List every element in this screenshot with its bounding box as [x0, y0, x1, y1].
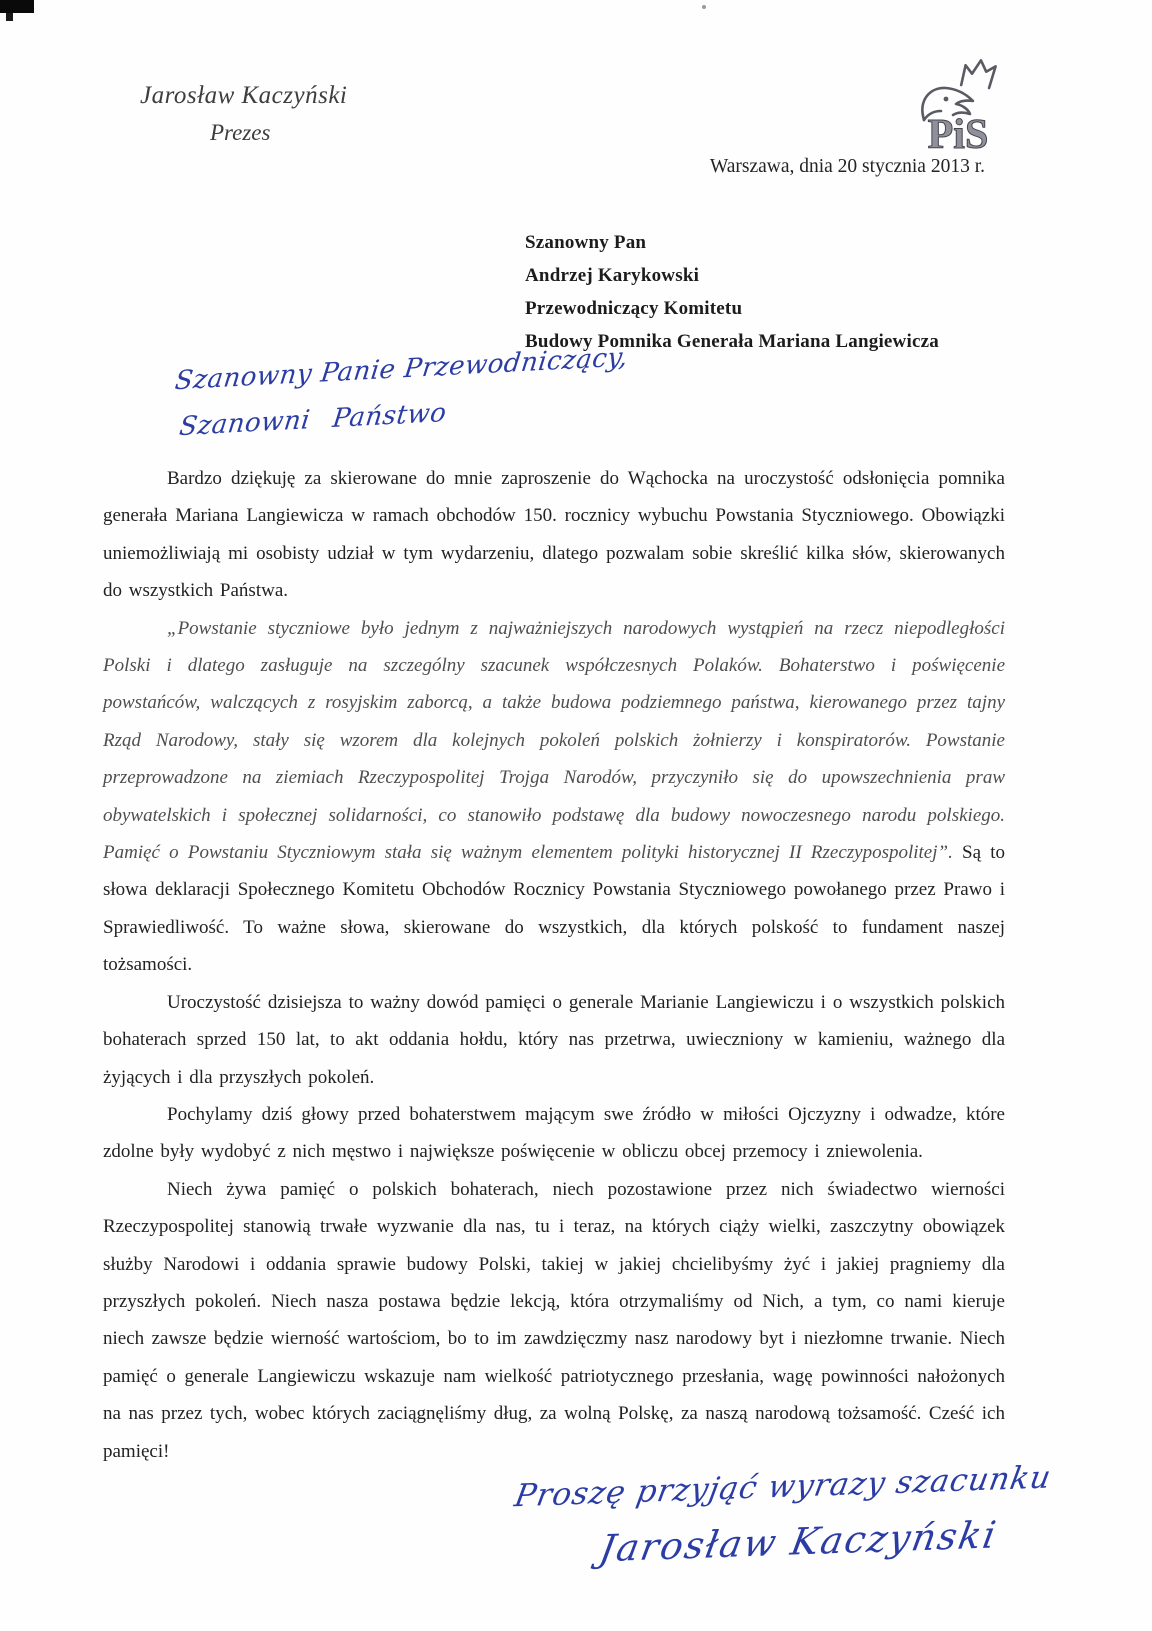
paragraph-thanks: Bardzo dziękuję za skierowane do mnie zaproszenie do Wąchocka na uroczystość odsłonięcia pomnika generała Mariana Langiewicza w ramach obchodów 150. rocznicy wybuchu Powstania Styczniowego. Obowiązki uniemożliwiają mi osobisty udział w tym wydarzeniu, dlatego pozwalam sobie skreślić kilka słów, skierowanych do wszystkich Państwa.: [103, 468, 1005, 602]
paragraph-quote: [103, 610, 1005, 984]
handwritten-closing: [500, 1449, 1056, 1580]
handwritten-greeting-line2: Szanowni Państwo: [177, 397, 449, 443]
scan-artifact-dot: [702, 5, 706, 9]
paragraph-heroism: Pochylamy dziś głowy przed bohaterstwem mającym swe źródło w miłości Ojczyzny i odwadze, które zdolne były wydobyć z nich męstwo i największe poświęcenie w obliczu obcej przemocy i zniewolenia.: [103, 1103, 1005, 1163]
sender-name: Jarosław Kaczyński: [140, 82, 348, 109]
quote-attribution: Są to słowa deklaracji Społecznego Komitetu Obchodów Rocznicy Powstania Styczniowego powołanego przez Prawo i Sprawiedliwość. To ważne słowa, skierowane do wszystkich, dla których polskość to fundament naszej tożsamości.: [103, 842, 1006, 976]
handwritten-signature: Jarosław Kaczyński: [596, 1513, 1001, 1571]
scan-artifact-corner: [0, 0, 34, 13]
pis-logo-icon: [898, 56, 1018, 156]
handwritten-greeting-line1: Szanowny Panie Przewodniczący,: [173, 342, 630, 397]
recipient-line-salutation: Szanowny Pan: [525, 232, 647, 253]
sender-title: Prezes: [210, 120, 271, 145]
quote-declaration: „Powstanie styczniowe było jednym z najważniejszych narodowych wystąpień na rzecz niepodległości Polski i dlatego zasługuje na szczególny szacunek współczesnych Polaków. Bohaterstwo i poświęcenie powstańców, walczących z rosyjskim zaborcą, a także budowa podziemnego państwa, kierowanego przez tajny Rząd Narodowy, stały się wzorem dla kolejnych pokoleń polskich żołnierzy i konspiratorów. Powstanie przeprowadzone na ziemiach Rzeczypospolitej Trojga Narodów, przyczyniło się do upowszechnienia praw obywatelskich i społecznej solidarności, co stanowiło podstawę dla budowy nowoczesnego narodu polskiego. Pamięć o Powstaniu Styczniowym stała się ważnym elementem polityki historycznej II Rzeczypospolitej”.: [103, 617, 1005, 864]
letter-body: [103, 460, 1005, 1470]
paragraph-ceremony: Uroczystość dzisiejsza to ważny dowód pamięci o generale Marianie Langiewiczu i o wszystkich polskich bohaterach sprzed 150 lat, to akt oddania hołdu, który nas przetrwa, uwieczniony w kamieniu, ważnego dla żyjących i dla przyszłych pokoleń.: [103, 991, 1005, 1088]
handwritten-closing-line1: Proszę przyjąć wyrazy szacunku: [511, 1459, 1055, 1515]
paragraph-memory: Niech żywa pamięć o polskich bohaterach, niech pozostawione przez nich świadectwo wierności Rzeczypospolitej stanowią trwałe wyzwanie dla nas, tu i teraz, na których ciąży wielki, zaszczytny obowiązek służby Narodowi i oddania sprawie budowy Polski, takiej w jakiej chcielibyśmy żyć i jakiej pragniemy dla przyszłych pokoleń. Niech nasza postawa będzie lekcją, która otrzymaliśmy od Nich, a tym, co nami kieruje niech zawsze będzie wierność wartościom, bo to im zawdzięczmy nasz narodowy byt i niezłomne trwanie. Niech pamięć o generale Langiewiczu wskazuje nam wielkość patriotycznego przesłania, wagę powinności nałożonych na nas przez tych, wobec których zaciągnęliśmy dług, za wolną Polskę, za naszą narodową tożsamość. Cześć ich pamięci!: [103, 1178, 1005, 1462]
scan-artifact-corner-tail: [6, 13, 13, 21]
svg-text:PiS: PiS: [927, 112, 989, 156]
dateline: Warszawa, dnia 20 stycznia 2013 r.: [709, 156, 985, 177]
recipient-line-committee: Budowy Pomnika Generała Mariana Langiewicza: [525, 331, 939, 352]
recipient-line-name: Andrzej Karykowski: [525, 265, 700, 286]
recipient-line-role: Przewodniczący Komitetu: [525, 298, 743, 319]
pis-eagle-crown-logo: [898, 56, 1018, 156]
handwritten-greeting: [167, 334, 631, 450]
